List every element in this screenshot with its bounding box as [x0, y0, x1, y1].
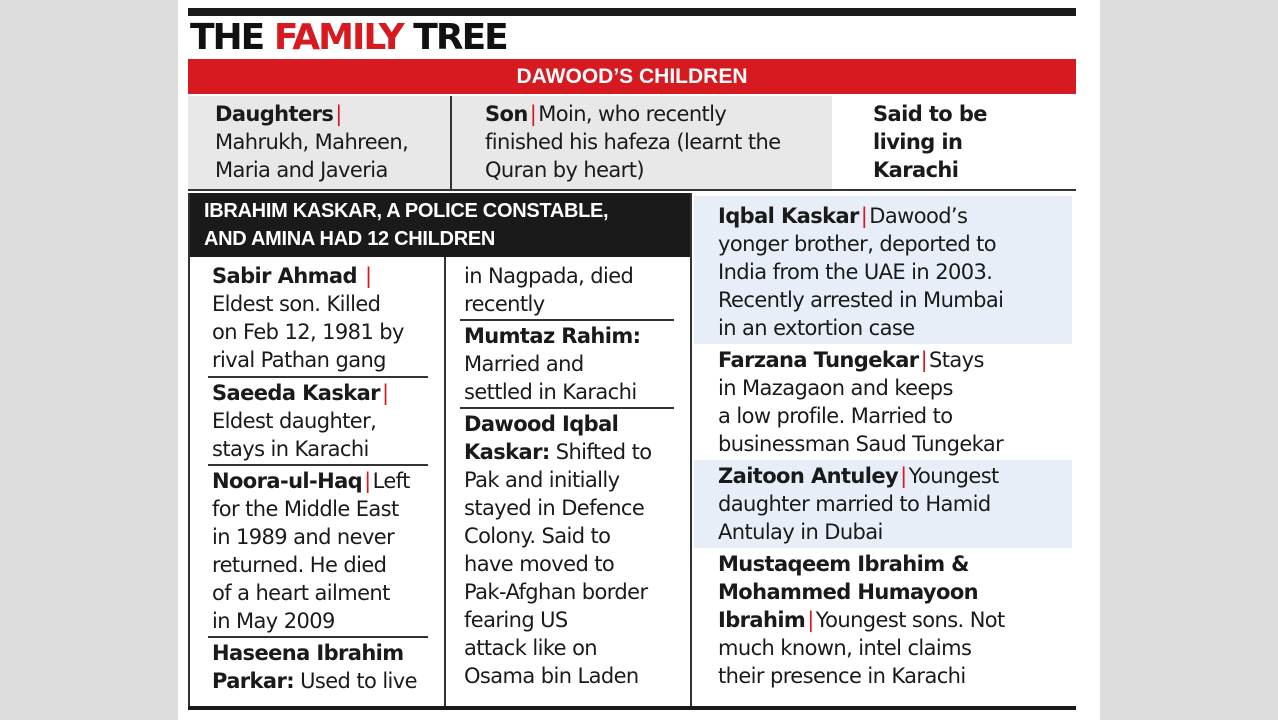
- page-title: [190, 17, 507, 59]
- saeeda-entry: [212, 379, 390, 463]
- entry-line: Pak and initially: [464, 468, 620, 492]
- pipe-separator: |: [529, 102, 537, 126]
- title-part2: TREE: [402, 17, 507, 58]
- mumtaz-name: Mumtaz Rahim:: [464, 324, 641, 348]
- entry-line: India from the UAE in 2003.: [718, 260, 993, 284]
- entry-line: fearing US: [464, 608, 568, 632]
- mustaqeem-name: Mustaqeem Ibrahim &: [718, 552, 969, 576]
- zaitoon-entry: [718, 462, 999, 546]
- entry-line: Colony. Said to: [464, 524, 611, 548]
- farzana-entry: [718, 346, 1003, 458]
- son-line: Moin, who recently: [538, 102, 727, 126]
- saeeda-name: Saeeda Kaskar: [212, 381, 380, 405]
- ibrahim-children-header: [188, 193, 691, 257]
- son-line: finished his hafeza (learnt the: [485, 130, 781, 154]
- pipe-separator: |: [900, 464, 907, 488]
- dawood-name: Dawood Iqbal: [464, 412, 619, 436]
- entry-line: in 1989 and never: [212, 525, 395, 549]
- entry-line: a low profile. Married to: [718, 404, 953, 428]
- pipe-separator: |: [920, 348, 928, 372]
- entry-divider: [208, 376, 428, 378]
- entry-divider: [460, 319, 674, 321]
- entry-line: their presence in Karachi: [718, 664, 966, 688]
- pipe-separator: |: [364, 469, 371, 493]
- entry-line: settled in Karachi: [464, 380, 637, 404]
- entry-divider: [460, 407, 674, 409]
- entry-line: Youngest: [908, 464, 999, 488]
- entry-line: Recently arrested in Mumbai: [718, 288, 1004, 312]
- entry-line: Antulay in Dubai: [718, 520, 883, 544]
- pipe-separator: |: [335, 102, 342, 126]
- entry-line: yonger brother, deported to: [718, 232, 997, 256]
- haseena-entry: [212, 639, 417, 695]
- son-block: [485, 100, 781, 184]
- entry-line: in an extortion case: [718, 316, 915, 340]
- entry-line: Pak-Afghan border: [464, 580, 648, 604]
- entry-line: for the Middle East: [212, 497, 399, 521]
- children-divider: [450, 96, 452, 189]
- zaitoon-name: Zaitoon Antuley: [718, 464, 899, 488]
- mumtaz-entry: [464, 322, 640, 406]
- daughters-line: Maria and Javeria: [215, 158, 388, 182]
- noora-entry: [212, 467, 410, 635]
- entry-line: Used to live: [300, 669, 417, 693]
- entry-line: in Nagpada, died: [464, 264, 634, 288]
- children-bottom-rule: [188, 189, 1076, 191]
- entry-line: Eldest daughter,: [212, 409, 377, 433]
- entry-line: of a heart ailment: [212, 581, 390, 605]
- entry-line: have moved to: [464, 552, 615, 576]
- iqbal-entry: [718, 202, 1003, 342]
- infographic-card: [178, 0, 1100, 720]
- entry-line: much known, intel claims: [718, 636, 972, 660]
- entry-line: Stays: [929, 348, 984, 372]
- sabir-entry: [212, 262, 404, 374]
- living-line: living in: [873, 130, 963, 154]
- entry-line: stays in Karachi: [212, 437, 369, 461]
- entry-line: recently: [464, 292, 545, 316]
- entry-divider: [208, 464, 428, 466]
- pipe-separator: |: [364, 264, 372, 288]
- entry-line: rival Pathan gang: [212, 348, 386, 372]
- noora-name: Noora-ul-Haq: [212, 469, 363, 493]
- pipe-separator: |: [381, 381, 389, 405]
- ibrahim-header-line: IBRAHIM KASKAR, A POLICE CONSTABLE,: [204, 200, 609, 222]
- iqbal-name: Iqbal Kaskar: [718, 204, 859, 228]
- mustaqeem-entry: [718, 550, 1005, 690]
- dawoods-children-header: DAWOOD’S CHILDREN: [188, 59, 1076, 94]
- entry-line: on Feb 12, 1981 by: [212, 320, 404, 344]
- mustaqeem-name: Ibrahim: [718, 608, 806, 632]
- ibrahim-header-line: AND AMINA HAD 12 CHILDREN: [204, 228, 496, 250]
- son-line: Quran by heart): [485, 158, 644, 182]
- entry-line: daughter married to Hamid: [718, 492, 991, 516]
- entry-line: Dawood’s: [869, 204, 968, 228]
- daughters-block: [215, 100, 408, 184]
- entry-line: Married and: [464, 352, 584, 376]
- title-part1: THE: [190, 17, 274, 58]
- title-accent: FAMILY: [273, 17, 403, 58]
- entry-line: Osama bin Laden: [464, 664, 639, 688]
- pipe-separator: |: [860, 204, 868, 228]
- left-border: [188, 193, 190, 707]
- haseena-name: Parkar:: [212, 669, 295, 693]
- top-rule: [188, 8, 1076, 16]
- living-line: Said to be: [873, 102, 987, 126]
- entry-line: businessman Saud Tungekar: [718, 432, 1004, 456]
- entry-line: in Mazagaon and keeps: [718, 376, 953, 400]
- farzana-name: Farzana Tungekar: [718, 348, 919, 372]
- bottom-rule: [188, 706, 1076, 710]
- living-block: [873, 100, 987, 184]
- column-divider-2: [690, 193, 692, 707]
- sabir-name: Sabir Ahmad: [212, 264, 357, 288]
- haseena-continued: [464, 262, 633, 318]
- entry-line: stayed in Defence: [464, 496, 645, 520]
- entry-line: Left: [372, 469, 410, 493]
- mustaqeem-name: Mohammed Humayoon: [718, 580, 979, 604]
- entry-line: Youngest sons. Not: [815, 608, 1005, 632]
- entry-divider: [208, 636, 428, 638]
- daughters-line: Mahrukh, Mahreen,: [215, 130, 409, 154]
- daughters-label: Daughters: [215, 102, 334, 126]
- dawood-name: Kaskar:: [464, 440, 550, 464]
- entry-line: Eldest son. Killed: [212, 292, 381, 316]
- entry-line: Shifted to: [555, 440, 652, 464]
- column-divider-1: [444, 257, 446, 707]
- entry-line: in May 2009: [212, 609, 335, 633]
- dawood-entry: [464, 410, 651, 690]
- son-label: Son: [485, 102, 528, 126]
- entry-line: returned. He died: [212, 553, 387, 577]
- living-line: Karachi: [873, 158, 959, 182]
- entry-line: attack like on: [464, 636, 598, 660]
- pipe-separator: |: [807, 608, 814, 632]
- haseena-name: Haseena Ibrahim: [212, 641, 404, 665]
